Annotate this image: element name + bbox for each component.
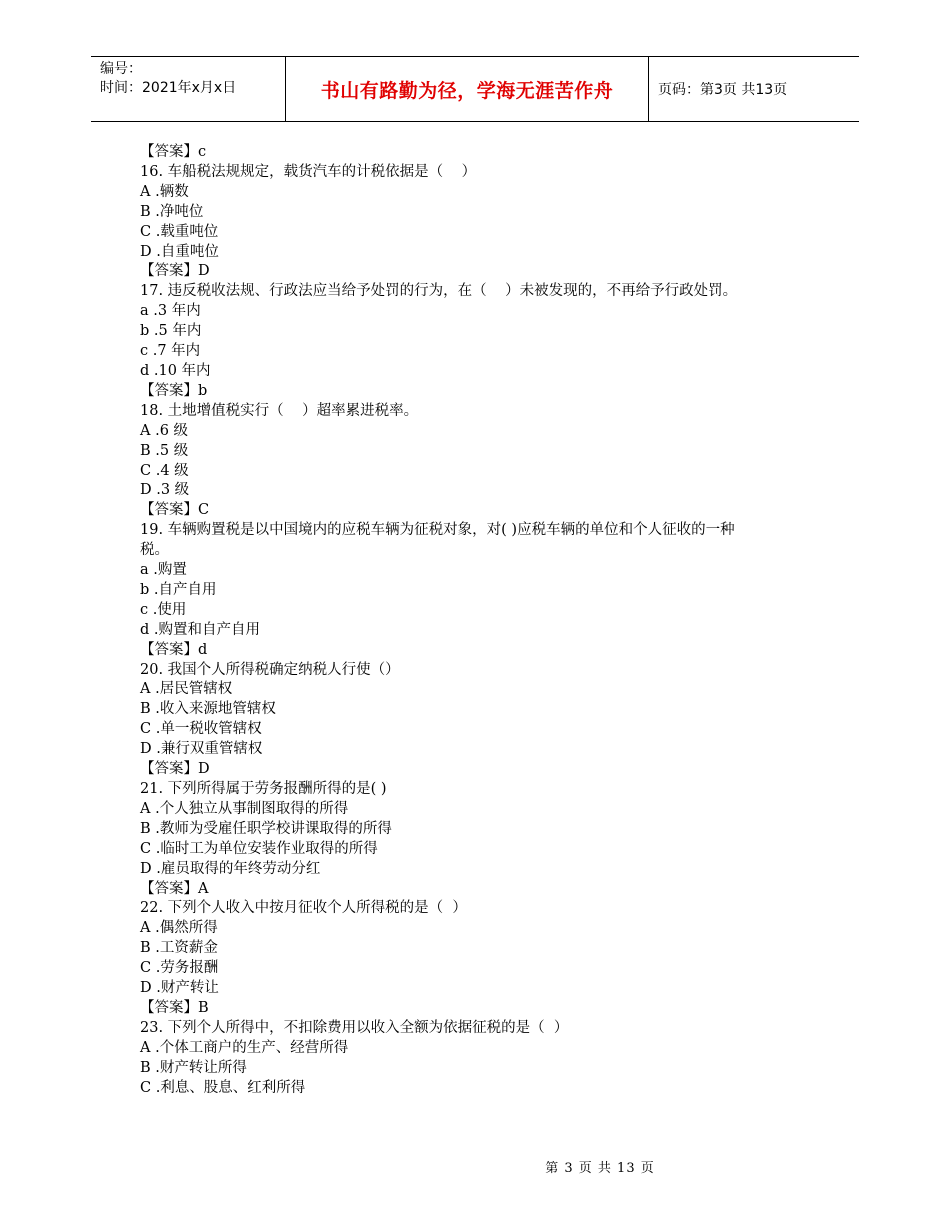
document-number-label: 编号： <box>100 61 142 77</box>
text-line: C .载重吨位 <box>140 223 219 240</box>
text-line: D .自重吨位 <box>140 243 219 260</box>
text-line: a .购置 <box>140 562 187 579</box>
text-line: 【答案】C <box>140 502 210 519</box>
text-line: D .3 级 <box>140 482 190 499</box>
header-motto: 书山有路勤为径，学海无涯苦作舟 <box>286 57 649 121</box>
text-line: C .4 级 <box>140 462 189 479</box>
text-line: B .5 级 <box>140 442 189 459</box>
text-line: D .兼行双重管辖权 <box>140 741 263 758</box>
text-line: c .7 年内 <box>140 343 201 360</box>
text-line: B .净吨位 <box>140 203 204 220</box>
text-line: 16. 车船税法规规定，载货汽车的计税依据是（ ） <box>140 163 477 180</box>
page-footer: 第 3 页 共 13 页 <box>545 1161 655 1176</box>
text-line: a .3 年内 <box>140 303 201 320</box>
text-line: C .临时工为单位安装作业取得的所得 <box>140 840 378 857</box>
text-line: 【答案】c <box>140 144 207 160</box>
text-line: 22. 下列个人收入中按月征收个人所得税的是（ ） <box>140 900 467 917</box>
text-line: C .利息、股息、红利所得 <box>140 1079 306 1096</box>
text-line: B .财产转让所得 <box>140 1059 247 1076</box>
text-line: B .工资薪金 <box>140 940 218 957</box>
text-line: d .购置和自产自用 <box>140 621 260 638</box>
text-line: D .雇员取得的年终劳动分红 <box>140 860 321 877</box>
text-line: 20. 我国个人所得税确定纳税人行使（） <box>140 661 400 678</box>
text-line: 18. 土地增值税实行（ ）超率累进税率。 <box>140 402 419 419</box>
page-header <box>91 56 859 122</box>
document-time: 时间：2021年x月x日 <box>100 80 237 96</box>
text-line: b .自产自用 <box>140 581 217 598</box>
text-line: 税。 <box>140 542 169 559</box>
text-line: A .个体工商户的生产、经营所得 <box>140 1039 349 1056</box>
text-line: 【答案】D <box>140 263 210 280</box>
text-line: A .居民管辖权 <box>140 681 233 698</box>
text-line: 23. 下列个人所得中，不扣除费用以收入全额为依据征税的是（ ） <box>140 1019 569 1036</box>
text-line: D .财产转让 <box>140 980 219 997</box>
text-line: A .6 级 <box>140 422 189 439</box>
text-line: 【答案】A <box>140 880 209 897</box>
text-line: 【答案】b <box>140 382 208 399</box>
text-line: A .偶然所得 <box>140 920 218 937</box>
text-line: 【答案】d <box>140 641 208 658</box>
text-line: C .劳务报酬 <box>140 960 219 977</box>
text-line: c .使用 <box>140 601 187 618</box>
text-line: 21. 下列所得属于劳务报酬所得的是( ) <box>140 781 387 797</box>
text-line: A .个人独立从事制图取得的所得 <box>140 800 349 817</box>
text-line: C .单一税收管辖权 <box>140 721 262 738</box>
text-line: B .收入来源地管辖权 <box>140 701 276 718</box>
text-line: b .5 年内 <box>140 323 202 340</box>
text-line: A .辆数 <box>140 183 189 200</box>
header-meta <box>91 57 286 121</box>
text-line: 【答案】D <box>140 761 210 778</box>
document-body <box>140 143 810 1099</box>
text-line: B .教师为受雇任职学校讲课取得的所得 <box>140 820 392 837</box>
text-line: 17. 违反税收法规、行政法应当给予处罚的行为，在（ ）未被发现的，不再给予行政处罚。 <box>140 283 738 300</box>
text-line: d .10 年内 <box>140 362 211 379</box>
text-line: 【答案】B <box>140 999 209 1016</box>
header-page-number: 页码：第3页 共13页 <box>658 82 788 98</box>
text-line: 19. 车辆购置税是以中国境内的应税车辆为征税对象，对( )应税车辆的单位和个人征收的一种 <box>140 522 735 539</box>
